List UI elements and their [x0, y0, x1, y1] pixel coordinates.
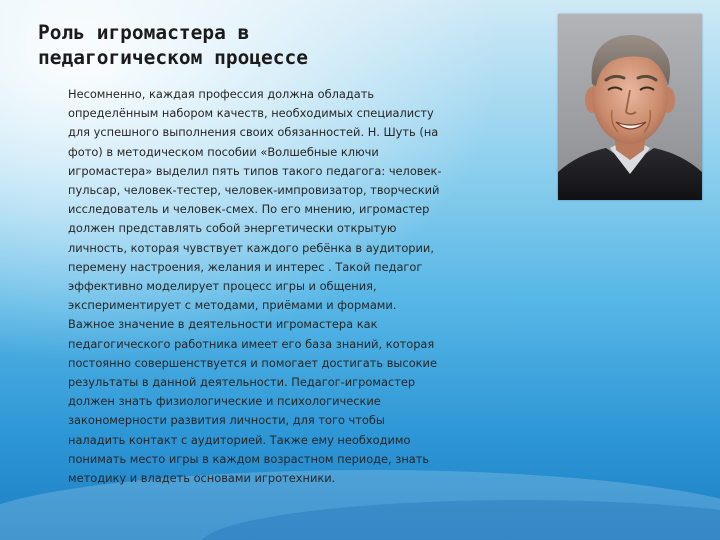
body-line: методику и владеть основами игротехники.: [68, 471, 336, 486]
body-line: для успешного выполнения своих обязанностей. Н. Шуть (на: [68, 125, 439, 140]
body-line: постоянно совершенствуется и помогает достигать высокие: [68, 355, 437, 370]
body-line: личность, которая чувствует каждого ребёнка в аудитории,: [68, 240, 434, 255]
body-line: фото) в методическом пособии «Волшебные ключи: [68, 144, 379, 159]
body-line: педагогического работника имеет его база знаний, которая: [68, 336, 435, 351]
body-line: эффективно моделирует процесс игры и общения,: [68, 279, 377, 294]
body-line: должен представлять собой энергетически открытую: [68, 221, 397, 236]
body-line: игромастера» выделил пять типов такого педагога: человек-: [68, 163, 442, 178]
body-line: наладить контакт с аудиторией. Также ему необходимо: [68, 432, 411, 447]
body-line: перемену настроения, желания и интерес . Такой педагог: [68, 259, 423, 274]
body-line: должен знать физиологические и психологические: [68, 394, 381, 409]
body-line: Несомненно, каждая профессия должна обладать: [68, 87, 375, 101]
slide-title-line: Роль игромастера в: [38, 21, 250, 44]
body-line: пульсар, человек-тестер, человек-импровизатор, творческий: [68, 183, 440, 198]
slide-title: [38, 20, 518, 70]
portrait-photo-icon: [558, 14, 702, 200]
body-paragraph: [68, 85, 488, 488]
body-line: определённым набором качеств, необходимых специалисту: [68, 106, 434, 121]
body-line: понимать место игры в каждом возрастном периоде, знать: [68, 451, 430, 466]
body-line: результаты в данной деятельности. Педагог-игромастер: [68, 375, 416, 390]
body-line: Важное значение в деятельности игромастера как: [68, 317, 378, 332]
portrait-photo: [558, 14, 702, 200]
body-line: исследователь и человек-смех. По его мнению, игромастер: [68, 202, 430, 217]
body-line: экспериментирует с методами, приёмами и формами.: [68, 298, 397, 313]
slide-title-line: педагогическом процессе: [38, 46, 309, 69]
body-line: закономерности развития личности, для того чтобы: [68, 413, 385, 428]
